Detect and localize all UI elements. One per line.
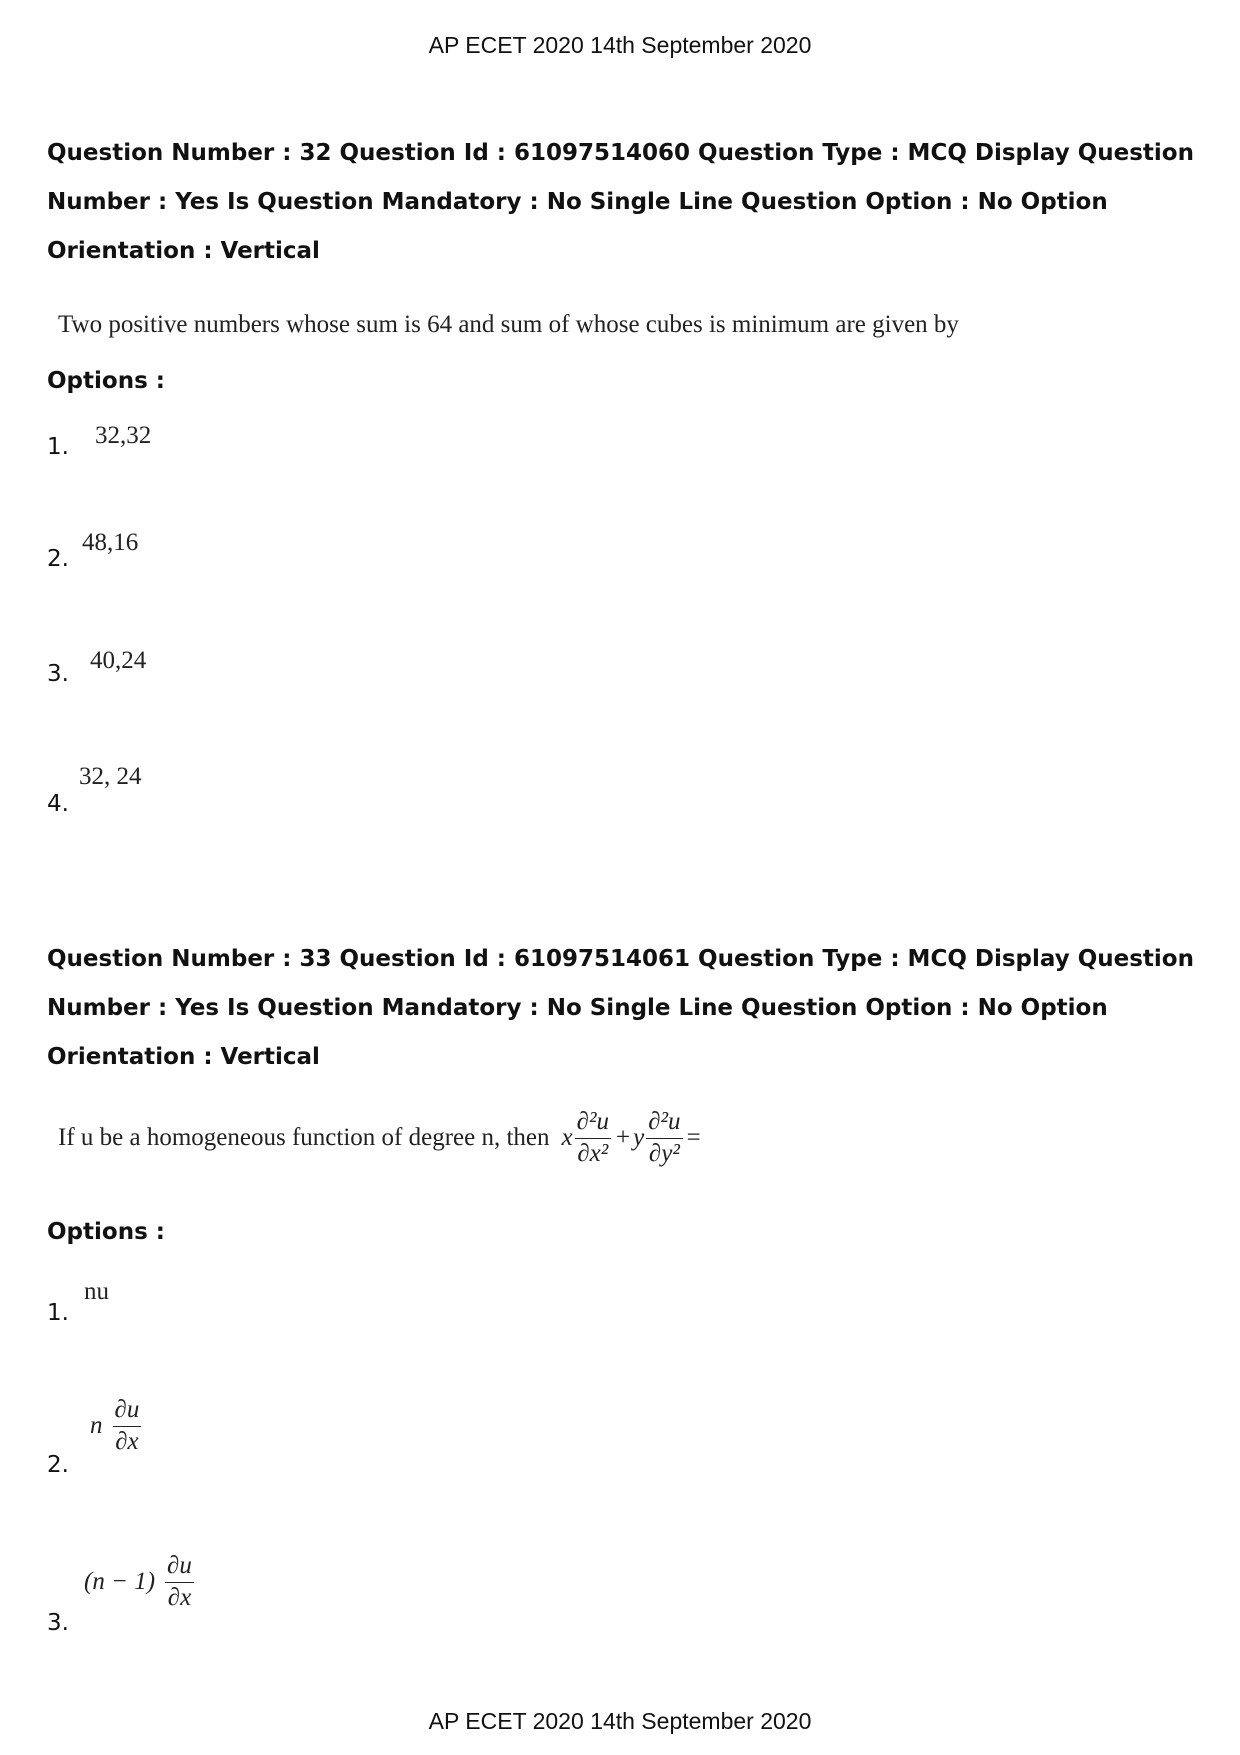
fraction-denominator: ∂x xyxy=(115,1427,139,1455)
math-coefficient: y xyxy=(633,1124,645,1152)
math-fraction xyxy=(646,1108,682,1169)
math-operator: = xyxy=(686,1124,701,1152)
option-number: 3. xyxy=(47,1610,69,1636)
question-33-meta xyxy=(47,935,1197,1082)
options-label: Options : xyxy=(47,368,165,394)
fraction-denominator: ∂x² xyxy=(577,1139,609,1167)
question-text: If u be a homogeneous function of degree n, then xyxy=(58,1124,550,1152)
page-footer: AP ECET 2020 14th September 2020 xyxy=(428,1708,812,1734)
option-value: 40,24 xyxy=(90,647,147,674)
question-32-text: Two positive numbers whose sum is 64 and sum of whose cubes is minimum are given by xyxy=(58,311,959,338)
option-number: 2. xyxy=(47,546,69,572)
math-coefficient: x xyxy=(561,1124,573,1152)
fraction-denominator: ∂y² xyxy=(648,1139,680,1167)
question-meta-line: Number : Yes Is Question Mandatory : No Single Line Question Option : No Option xyxy=(47,189,1108,215)
option-value: 48,16 xyxy=(82,529,139,556)
option-value xyxy=(84,1552,196,1613)
math-expression xyxy=(562,1108,701,1169)
math-fraction xyxy=(165,1552,194,1613)
fraction-numerator: ∂u xyxy=(165,1552,194,1583)
fraction-numerator: ∂²u xyxy=(575,1108,611,1139)
math-operator: + xyxy=(615,1124,631,1152)
question-33-text xyxy=(58,1108,701,1169)
option-value: nu xyxy=(84,1278,109,1305)
option-number: 1. xyxy=(47,434,69,460)
option-value: 32,32 xyxy=(95,422,152,449)
fraction-numerator: ∂u xyxy=(113,1396,142,1427)
option-value: 32, 24 xyxy=(79,763,142,790)
math-fraction xyxy=(113,1396,142,1457)
question-meta-line: Orientation : Vertical xyxy=(47,238,320,264)
option-number: 2. xyxy=(47,1452,69,1478)
fraction-numerator: ∂²u xyxy=(646,1108,682,1139)
question-meta-line: Orientation : Vertical xyxy=(47,1044,320,1070)
math-coefficient: (n − 1) xyxy=(84,1568,156,1596)
fraction-denominator: ∂x xyxy=(167,1583,192,1611)
math-coefficient: n xyxy=(90,1412,103,1440)
question-meta-line: Question Number : 32 Question Id : 61097514060 Question Type : MCQ Display Question xyxy=(47,140,1194,166)
question-meta-line: Question Number : 33 Question Id : 61097514061 Question Type : MCQ Display Question xyxy=(47,946,1194,972)
question-meta-line: Number : Yes Is Question Mandatory : No Single Line Question Option : No Option xyxy=(47,995,1108,1021)
option-number: 4. xyxy=(47,791,69,817)
option-number: 1. xyxy=(47,1300,69,1326)
math-fraction xyxy=(575,1108,611,1169)
option-value xyxy=(90,1396,143,1457)
options-label: Options : xyxy=(47,1219,165,1245)
question-32-meta xyxy=(47,129,1197,276)
option-number: 3. xyxy=(47,661,69,687)
page-header: AP ECET 2020 14th September 2020 xyxy=(428,32,812,58)
